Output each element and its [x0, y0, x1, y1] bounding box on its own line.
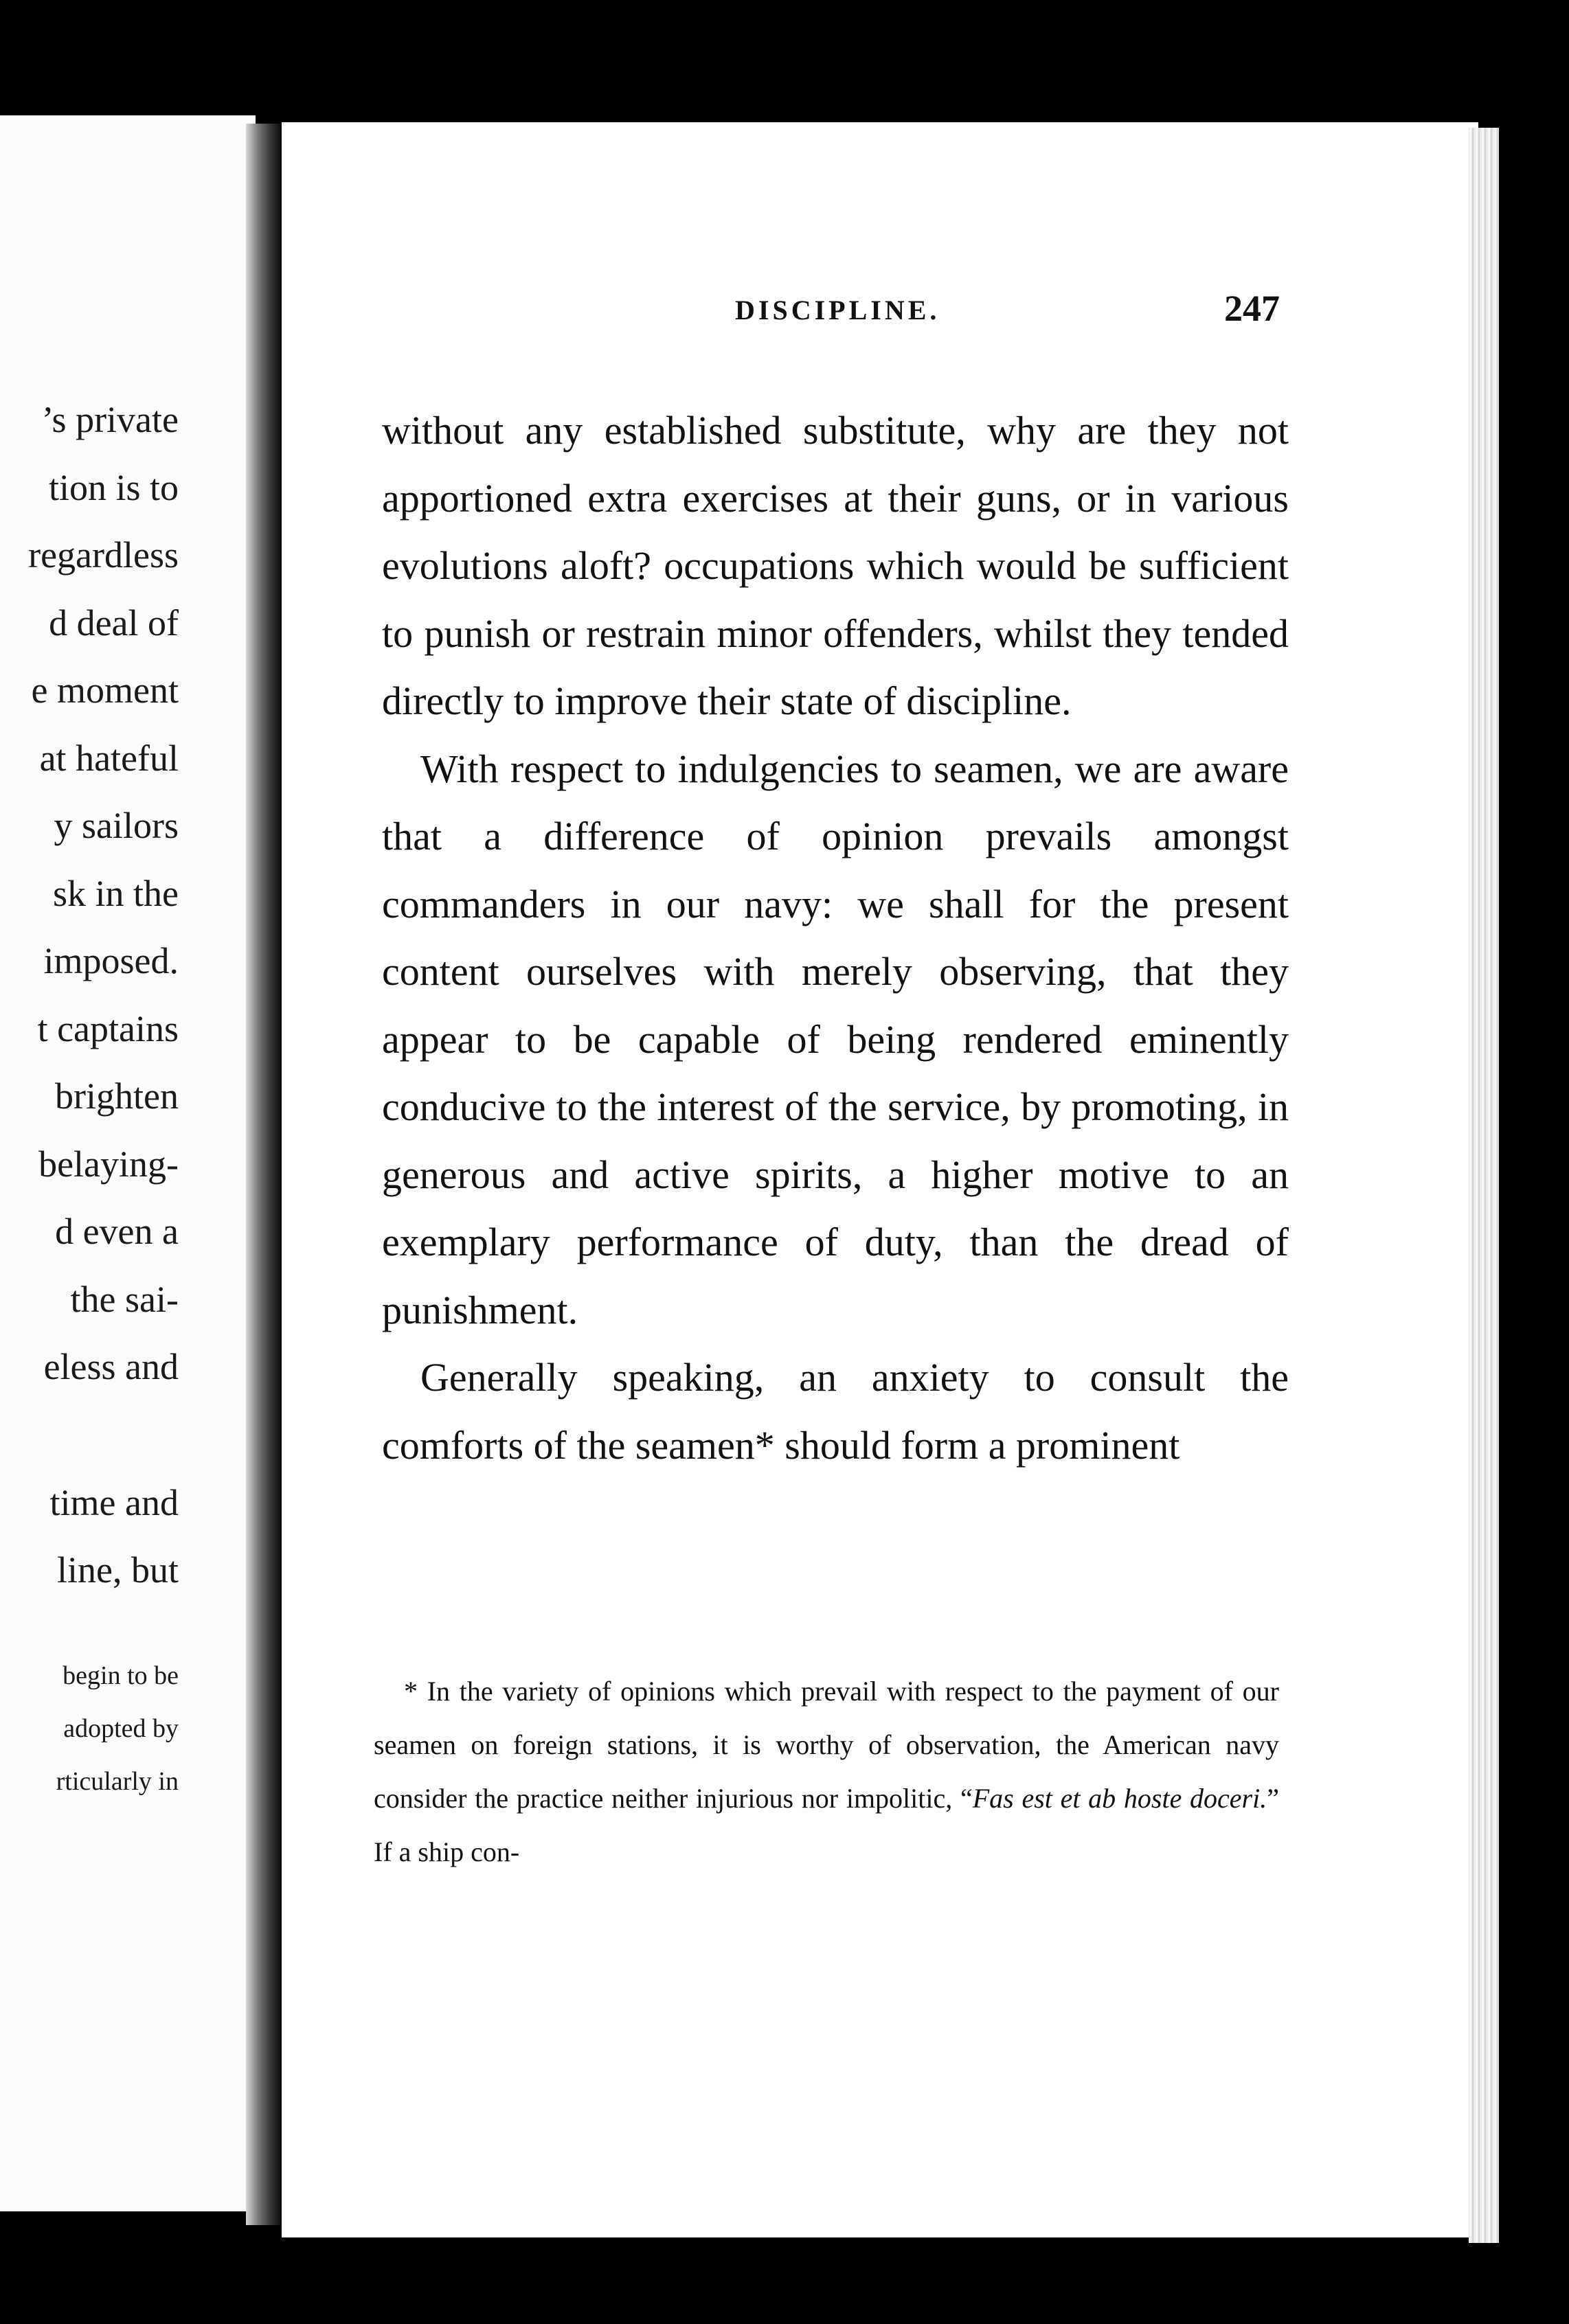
- footnote: [374, 1665, 1279, 1879]
- text-line: d even a: [55, 1211, 179, 1252]
- text-line: t captains: [37, 1008, 179, 1049]
- body-text: [382, 397, 1289, 1479]
- previous-page: [0, 115, 256, 2211]
- paragraph: Generally speaking, an anxiety to consult the comforts of the seamen* should form a prominent: [382, 1355, 1289, 1468]
- paragraph: With respect to indulgencies to seamen, we are aware that a difference of opinion prevails amongst commanders in our navy: we shall for the present content ourselves with merely observing, that they appear to be capable of being rendered eminently conducive to the interest of the service, by promoting, in generous and active spirits, a higher motive to an exemplary performance of duty, than the dread of punishment.: [382, 746, 1289, 1332]
- footnote-line: adopted by: [63, 1714, 179, 1743]
- text-line: e moment: [31, 670, 179, 711]
- footnote-line: rticularly in: [56, 1767, 179, 1796]
- page-edges: [1469, 128, 1499, 2243]
- page-number: 247: [1224, 288, 1280, 329]
- text-line: belaying-: [38, 1143, 179, 1185]
- running-head: DISCIPLINE.: [735, 295, 940, 326]
- footnote-line: begin to be: [63, 1661, 179, 1690]
- text-line: the sai-: [70, 1279, 179, 1320]
- text-line: at hateful: [39, 738, 179, 779]
- text-line: tion is to: [48, 467, 179, 508]
- footnote-text: In the variety of opinions which prevail with respect to the payment of our seamen on foreign stations, it is worthy of observation, the American navy consider the practice neither injurious nor impolitic, “: [374, 1676, 1280, 1814]
- text-line: regardless: [28, 534, 179, 576]
- footnote-marker: *: [404, 1676, 418, 1707]
- text-line: ’s private: [41, 399, 179, 440]
- text-line: y sailors: [54, 805, 179, 846]
- text-line: brighten: [55, 1075, 179, 1117]
- text-line: time and: [49, 1482, 179, 1523]
- book-gutter: [246, 124, 280, 2225]
- text-line: d deal of: [49, 602, 179, 643]
- text-line: line, but: [57, 1549, 179, 1591]
- footnote-latin-quote: Fas est et ab hoste doceri.: [972, 1783, 1267, 1814]
- text-line: sk in the: [53, 873, 179, 914]
- text-line: imposed.: [43, 940, 179, 981]
- footnote-text-continued: ” If a ship con-: [374, 1783, 1279, 1867]
- paragraph: without any established substitute, why are they not apportioned extra exercises at their guns, or in various evolutions aloft? occupations which would be sufficient to punish or restrain minor offenders, whilst they tended directly to improve their state of discipline.: [382, 408, 1289, 723]
- text-line: eless and: [43, 1346, 179, 1387]
